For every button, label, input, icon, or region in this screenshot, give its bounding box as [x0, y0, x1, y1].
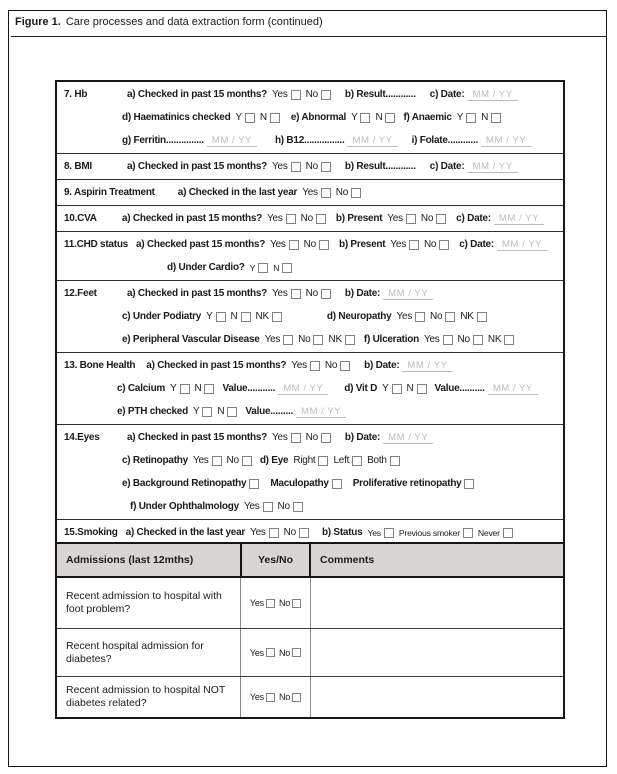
option-label: No: [324, 360, 338, 371]
yes-label: Yes: [249, 692, 264, 702]
checkbox[interactable]: [321, 162, 331, 172]
form-line: [122, 449, 556, 472]
field-label: f) Ulceration: [363, 334, 419, 345]
field-label: e) Background Retinopathy: [122, 478, 247, 489]
form-line: [122, 472, 556, 495]
checkbox[interactable]: [212, 456, 222, 466]
checkbox[interactable]: [360, 113, 370, 123]
checkbox[interactable]: [266, 693, 275, 702]
option-label: N: [375, 112, 383, 123]
field-label: d) Vit D: [344, 383, 378, 394]
checkbox[interactable]: [463, 528, 473, 538]
form-line: [64, 233, 556, 256]
checkbox[interactable]: [464, 479, 474, 489]
spacer: [328, 388, 339, 389]
option-label: No: [423, 239, 437, 250]
option-label: Both: [367, 455, 387, 466]
spacer: [326, 218, 331, 219]
admissions-row-3: [57, 677, 563, 717]
spacer: [118, 532, 121, 533]
field-label: d) Under Cardio?: [167, 262, 245, 273]
option-label: Yes: [270, 239, 286, 250]
option-label: No: [303, 239, 316, 250]
field-label: h) B12................: [274, 135, 345, 146]
care-process-form: [55, 80, 565, 547]
checkbox[interactable]: [272, 312, 282, 322]
spacer: [309, 532, 317, 533]
admissions-row-1: [57, 578, 563, 629]
field-label: b) Present: [335, 213, 383, 224]
item-label-aspirin: 9. Aspirin Treatment: [64, 187, 155, 198]
option-label: No: [335, 187, 349, 198]
date-placeholder: MM / YY: [296, 406, 346, 418]
option-label: No: [420, 213, 434, 224]
field-label: Value...........: [222, 383, 276, 394]
field-label: b) Date:: [344, 288, 381, 299]
option-label: No: [430, 311, 443, 322]
option-label: Y: [351, 112, 358, 123]
checkbox[interactable]: [332, 479, 342, 489]
form-line: [64, 155, 556, 178]
column-header-yesno: Yes/No: [240, 544, 311, 576]
column-header-admissions: Admissions (last 12mths): [66, 554, 194, 566]
field-label: b) Result............: [344, 89, 416, 100]
field-label: c) Date:: [456, 213, 491, 224]
spacer: [282, 316, 322, 317]
item-label-smoking: 15.Smoking: [64, 527, 118, 538]
option-label: No: [226, 455, 239, 466]
field-label: e) Peripheral Vascular Disease: [122, 334, 260, 345]
checkbox[interactable]: [269, 528, 279, 538]
yesno-cell: [240, 578, 311, 628]
option-label: Yes: [250, 527, 266, 538]
field-label: a) Checked past 15 months?: [136, 239, 266, 250]
option-label: No: [283, 527, 296, 538]
field-label: a) Checked in past 15 months?: [127, 89, 268, 100]
option-label: Yes: [272, 161, 288, 172]
field-label: d) Haematinics checked: [122, 112, 231, 123]
header-rule: [11, 36, 606, 37]
spacer: [449, 244, 454, 245]
checkbox[interactable]: [477, 312, 487, 322]
option-label: Yes: [272, 432, 288, 443]
spacer: [416, 166, 425, 167]
checkbox[interactable]: [299, 528, 309, 538]
field-label: Maculopathy: [270, 478, 329, 489]
item-label-bmi: 8. BMI: [64, 161, 92, 172]
field-label: a) Checked in past 15 months?: [127, 161, 268, 172]
field-label: g) Ferritin...............: [122, 135, 204, 146]
checkbox[interactable]: [245, 113, 255, 123]
figure-label: Figure 1.: [15, 16, 61, 28]
field-label: c) Date:: [459, 239, 494, 250]
field-label: e) Abnormal: [290, 112, 347, 123]
spacer: [395, 117, 398, 118]
field-label: Value..........: [434, 383, 485, 394]
form-line: [122, 305, 556, 328]
form-line: [122, 106, 556, 129]
checkbox[interactable]: [292, 599, 301, 608]
no-label: No: [278, 692, 291, 702]
form-row-chd-status: [57, 232, 563, 281]
checkbox[interactable]: [180, 384, 190, 394]
checkbox[interactable]: [249, 479, 259, 489]
item-label-chd-status: 11.CHD status: [64, 239, 128, 250]
checkbox[interactable]: [473, 335, 483, 345]
no-label: No: [278, 647, 291, 658]
item-label-feet: 12.Feet: [64, 288, 97, 299]
checkbox[interactable]: [291, 433, 301, 443]
form-line: [117, 377, 556, 400]
comments-cell[interactable]: [311, 677, 563, 717]
yes-label: Yes: [249, 647, 264, 658]
field-label: f) Anaemic: [403, 112, 452, 123]
spacer: [237, 411, 240, 412]
checkbox[interactable]: [503, 528, 513, 538]
option-label: NK: [328, 334, 342, 345]
field-label: c) Date:: [429, 89, 465, 100]
checkbox[interactable]: [443, 335, 453, 345]
option-label: Yes: [272, 89, 288, 100]
spacer: [446, 218, 451, 219]
option-label: Previous smoker: [398, 527, 460, 538]
date-placeholder: MM / YY: [481, 135, 531, 147]
field-label: d) Neuropathy: [326, 311, 392, 322]
date-placeholder: MM / YY: [383, 288, 433, 300]
option-label: Yes: [267, 213, 283, 224]
date-placeholder: MM / YY: [278, 383, 328, 395]
checkbox[interactable]: [292, 648, 301, 657]
spacer: [331, 293, 340, 294]
checkbox[interactable]: [291, 90, 301, 100]
checkbox[interactable]: [286, 214, 296, 224]
item-label-bone-health: 13. Bone Health: [64, 360, 136, 371]
option-label: N: [194, 383, 202, 394]
admissions-table: [55, 542, 565, 719]
checkbox[interactable]: [351, 188, 361, 198]
form-row-aspirin: [57, 180, 563, 206]
checkbox[interactable]: [242, 456, 252, 466]
spacer: [128, 244, 131, 245]
admissions-table-body: [57, 578, 563, 717]
checkbox[interactable]: [270, 113, 280, 123]
form-line: [64, 83, 556, 106]
option-label: Yes: [264, 334, 281, 345]
checkbox[interactable]: [321, 188, 331, 198]
option-label: Yes: [243, 501, 260, 512]
date-placeholder: MM / YY: [207, 135, 257, 147]
option-label: Yes: [387, 213, 403, 224]
field-label: c) Date:: [429, 161, 465, 172]
spacer: [331, 166, 340, 167]
option-label: N: [481, 112, 489, 123]
field-label: a) Checked in the last year: [177, 187, 298, 198]
option-label: No: [305, 288, 318, 299]
form-line: [167, 256, 556, 279]
date-placeholder: MM / YY: [383, 432, 433, 444]
admissions-row-2: [57, 629, 563, 677]
checkbox[interactable]: [292, 693, 301, 702]
checkbox[interactable]: [283, 335, 293, 345]
column-header-comments: Comments: [320, 554, 375, 566]
option-label: NK: [460, 311, 474, 322]
option-label: Yes: [367, 527, 381, 538]
option-label: No: [305, 89, 318, 100]
option-label: Never: [477, 527, 500, 538]
field-label: d) Eye: [259, 455, 289, 466]
checkbox[interactable]: [504, 335, 514, 345]
checkbox[interactable]: [282, 263, 292, 273]
option-label: Y: [249, 262, 256, 273]
checkbox[interactable]: [258, 263, 268, 273]
yes-label: Yes: [249, 598, 264, 608]
checkbox[interactable]: [318, 456, 328, 466]
form-line: [130, 495, 556, 518]
checkbox[interactable]: [266, 599, 275, 608]
spacer: [329, 244, 334, 245]
form-line: [64, 521, 556, 544]
field-label: c) Retinopathy: [122, 455, 188, 466]
option-label: Yes: [291, 360, 307, 371]
checkbox[interactable]: [392, 384, 402, 394]
item-label-hb: 7. Hb: [64, 89, 88, 100]
spacer: [331, 94, 340, 95]
field-label: f) Under Ophthalmology: [130, 501, 239, 512]
spacer: [416, 94, 425, 95]
checkbox[interactable]: [202, 407, 212, 417]
spacer: [280, 117, 286, 118]
admission-question: Recent admission to hospital with foot problem?: [66, 590, 222, 615]
option-label: Yes: [396, 311, 413, 322]
form-row-cva: [57, 206, 563, 232]
option-label: Right: [293, 455, 316, 466]
field-label: b) Result............: [344, 161, 416, 172]
checkbox[interactable]: [491, 113, 501, 123]
admission-question: Recent admission to hospital NOT diabetes related?: [66, 684, 226, 709]
date-placeholder: MM / YY: [488, 383, 538, 395]
checkbox[interactable]: [227, 407, 237, 417]
form-row-bmi: [57, 154, 563, 180]
checkbox[interactable]: [321, 289, 331, 299]
checkbox[interactable]: [340, 361, 350, 371]
option-label: N: [230, 311, 238, 322]
checkbox[interactable]: [384, 528, 394, 538]
form-line: [64, 282, 556, 305]
spacer: [259, 483, 265, 484]
checkbox[interactable]: [313, 335, 323, 345]
field-label: b) Date:: [344, 432, 381, 443]
spacer: [331, 437, 340, 438]
date-placeholder: MM / YY: [347, 135, 397, 147]
comments-cell[interactable]: [311, 578, 563, 628]
field-label: i) Folate............: [411, 135, 479, 146]
form-row-feet: [57, 281, 563, 353]
spacer: [427, 388, 430, 389]
option-label: Yes: [192, 455, 209, 466]
spacer: [257, 140, 270, 141]
option-label: Y: [206, 311, 213, 322]
checkbox[interactable]: [216, 312, 226, 322]
checkbox[interactable]: [406, 214, 416, 224]
item-label-eyes: 14.Eyes: [64, 432, 100, 443]
option-label: N: [406, 383, 414, 394]
spacer: [355, 339, 359, 340]
checkbox[interactable]: [445, 312, 455, 322]
option-label: No: [277, 501, 290, 512]
admission-question: Recent hospital admission for diabetes?: [66, 639, 204, 665]
option-label: Y: [382, 383, 389, 394]
field-label: Value.........: [245, 406, 294, 417]
spacer: [252, 460, 255, 461]
option-label: Yes: [272, 288, 288, 299]
field-label: Proliferative retinopathy: [352, 478, 462, 489]
item-label-cva: 10.CVA: [64, 213, 97, 224]
form-row-eyes: [57, 425, 563, 520]
checkbox[interactable]: [266, 648, 275, 657]
option-label: No: [300, 213, 313, 224]
option-label: NK: [255, 311, 269, 322]
checkbox[interactable]: [293, 502, 303, 512]
field-label: c) Under Podiatry: [122, 311, 202, 322]
checkbox[interactable]: [439, 240, 449, 250]
option-label: No: [457, 334, 470, 345]
field-label: e) PTH checked: [117, 406, 188, 417]
checkbox[interactable]: [316, 214, 326, 224]
checkbox[interactable]: [319, 240, 329, 250]
checkbox[interactable]: [352, 456, 362, 466]
field-label: a) Checked in the last year: [125, 527, 246, 538]
field-label: b) Present: [338, 239, 386, 250]
form-line: [122, 328, 556, 351]
checkbox[interactable]: [390, 456, 400, 466]
checkbox[interactable]: [289, 240, 299, 250]
admissions-table-header: [57, 544, 563, 578]
field-label: b) Date:: [364, 360, 400, 371]
form-line: [64, 426, 556, 449]
spacer: [350, 365, 359, 366]
form-row-bone-health: [57, 353, 563, 425]
option-label: No: [305, 161, 318, 172]
checkbox[interactable]: [291, 289, 301, 299]
date-placeholder: MM / YY: [494, 213, 544, 225]
checkbox[interactable]: [241, 312, 251, 322]
field-label: a) Checked in past 15 months?: [146, 360, 287, 371]
spacer: [398, 140, 407, 141]
date-placeholder: MM / YY: [467, 161, 517, 173]
checkbox[interactable]: [466, 113, 476, 123]
date-placeholder: MM / YY: [402, 360, 452, 372]
checkbox[interactable]: [417, 384, 427, 394]
field-label: c) Calcium: [117, 383, 166, 394]
checkbox[interactable]: [204, 384, 214, 394]
option-label: Y: [456, 112, 464, 123]
option-label: Yes: [302, 187, 318, 198]
spacer: [155, 192, 173, 193]
form-line: [117, 400, 556, 423]
option-label: NK: [487, 334, 502, 345]
field-label: a) Checked in past 15 months?: [127, 432, 268, 443]
option-label: No: [298, 334, 311, 345]
form-line: [64, 354, 556, 377]
option-label: N: [217, 406, 225, 417]
field-label: a) Checked in past 15 months?: [122, 213, 263, 224]
yesno-cell: [240, 629, 311, 676]
checkbox[interactable]: [345, 335, 355, 345]
date-placeholder: MM / YY: [467, 89, 517, 101]
field-label: b) Status: [321, 527, 363, 538]
field-label: a) Checked in past 15 months?: [127, 288, 268, 299]
date-placeholder: MM / YY: [497, 239, 547, 251]
figure-title: Care processes and data extraction form (continued): [65, 16, 323, 28]
checkbox[interactable]: [409, 240, 419, 250]
comments-cell[interactable]: [311, 629, 563, 676]
checkbox[interactable]: [291, 162, 301, 172]
checkbox[interactable]: [321, 90, 331, 100]
spacer: [214, 388, 217, 389]
form-line: [64, 181, 556, 204]
option-label: Y: [170, 383, 177, 394]
option-label: N: [259, 112, 267, 123]
form-line: [122, 129, 556, 152]
option-label: Yes: [390, 239, 406, 250]
option-label: No: [305, 432, 318, 443]
yesno-cell: [240, 677, 311, 717]
checkbox[interactable]: [436, 214, 446, 224]
checkbox[interactable]: [415, 312, 425, 322]
option-label: Left: [333, 455, 350, 466]
spacer: [135, 365, 141, 366]
no-label: No: [278, 598, 291, 608]
checkbox[interactable]: [321, 433, 331, 443]
checkbox[interactable]: [310, 361, 320, 371]
figure-caption: [15, 16, 323, 28]
form-line: [64, 207, 556, 230]
spacer: [342, 483, 348, 484]
option-label: Yes: [423, 334, 440, 345]
checkbox[interactable]: [263, 502, 273, 512]
option-label: Y: [235, 112, 242, 123]
checkbox[interactable]: [385, 113, 395, 123]
form-row-hb: [57, 82, 563, 154]
option-label: N: [273, 262, 280, 273]
option-label: Y: [192, 406, 200, 417]
